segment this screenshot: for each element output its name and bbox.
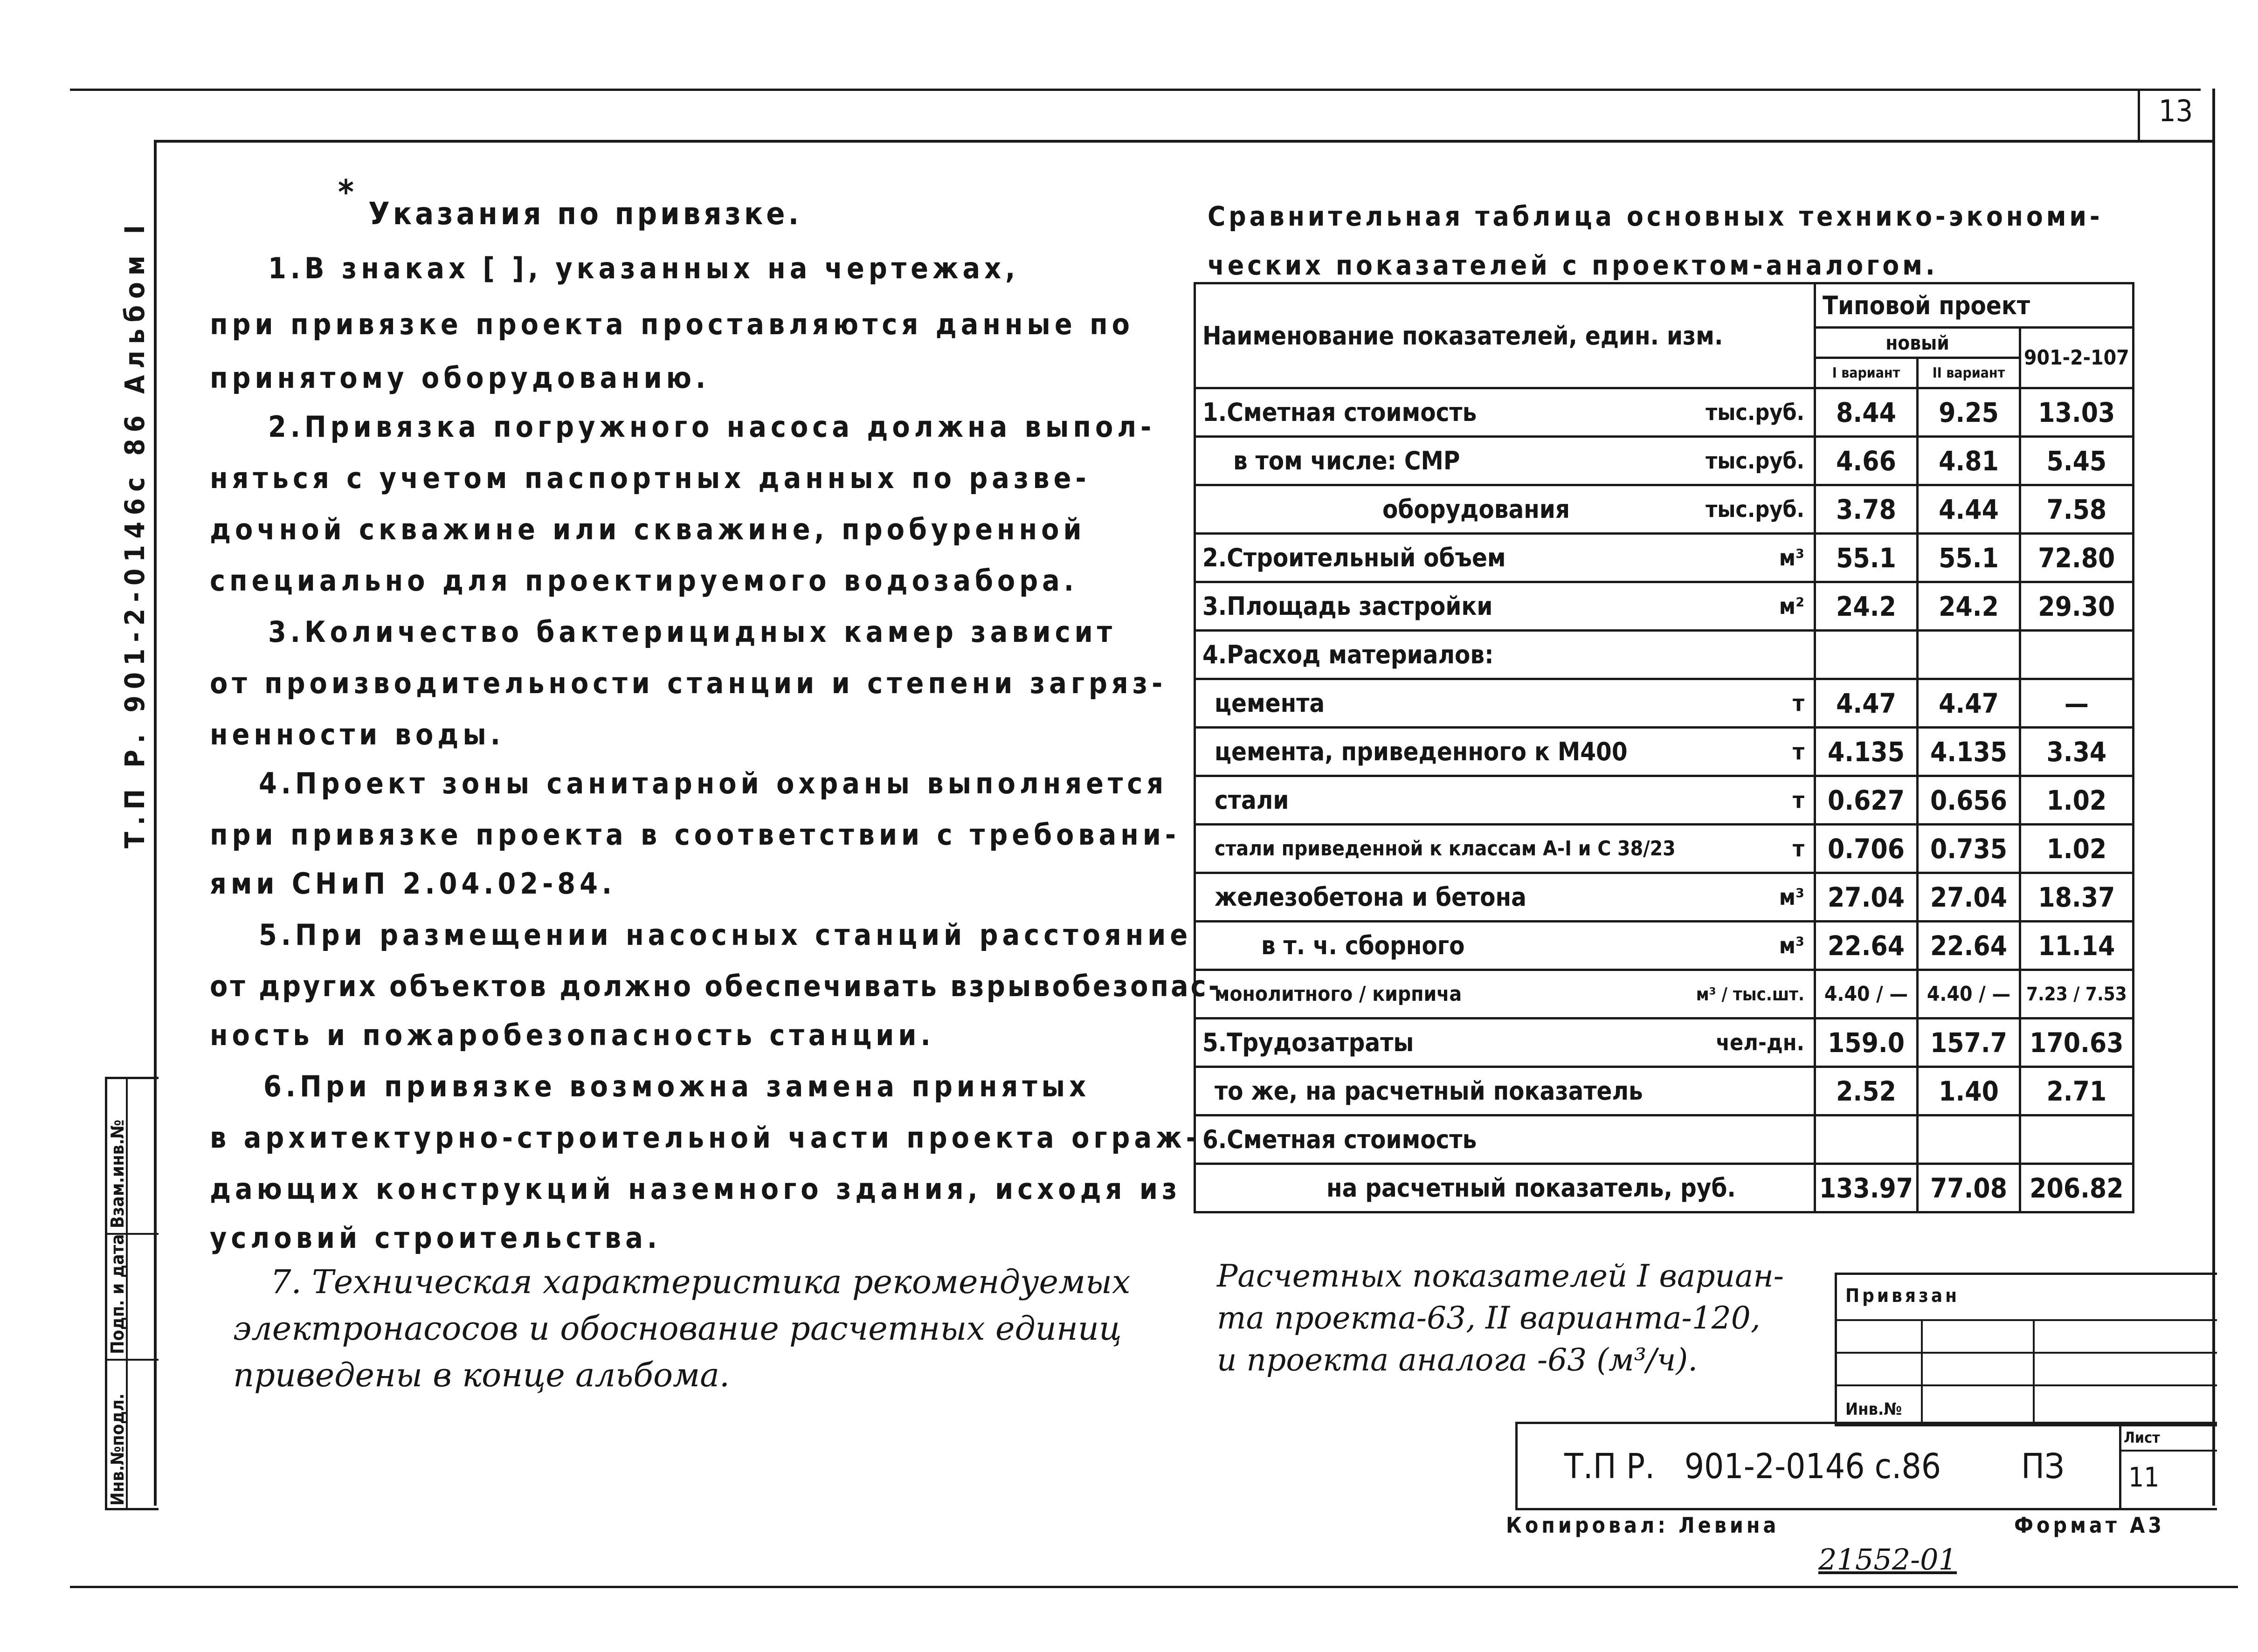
bottom-rule (70, 1586, 2238, 1588)
row-name: железобетона и бетона (1215, 882, 1526, 912)
row-name: цемента, приведенного к М400 (1215, 737, 1628, 766)
header-new: новый (1815, 328, 2020, 358)
note-line: ненности воды. (210, 717, 504, 751)
table-row (1195, 582, 2134, 631)
row-v2 (1918, 631, 2020, 679)
note-line: при привязке проекта в соответствии с требовани- (210, 818, 1181, 852)
sheet-number: 11 (2128, 1461, 2160, 1493)
table-row (1195, 776, 2134, 825)
row-v3 (2020, 1115, 2134, 1164)
privyazan-box (1835, 1273, 2217, 1426)
table-footnote: та проекта-63, II варианта-120, (1217, 1300, 1761, 1336)
table-row (1195, 922, 2134, 970)
row-v1: 24.2 (1815, 582, 1918, 631)
note-line: 6.При привязке возможна замена принятых (263, 1069, 1091, 1103)
row-v3: 7.58 (2020, 485, 2134, 534)
row-v2: 0.735 (1918, 825, 2020, 873)
row-v3: — (2020, 679, 2134, 728)
note-line: принятому оборудованию. (210, 361, 710, 395)
row-name: оборудования (1382, 495, 1570, 524)
row-v3: 29.30 (2020, 582, 2134, 631)
side-code: Т.П Р. 901-2-0146с 86 Альбом I (119, 218, 151, 848)
frame-top (154, 140, 2215, 143)
handwritten-note: электронасосов и обоснование расчетных единиц (233, 1309, 1122, 1348)
top-rule (70, 89, 2201, 91)
row-name: 1.Сметная стоимость (1202, 398, 1477, 427)
side-stamp-inv: Инв.№подл. (107, 1393, 128, 1506)
row-v3: 72.80 (2020, 534, 2134, 582)
row-v1: 159.0 (1815, 1019, 1918, 1067)
note-line: в архитектурно-строительной части проекта ограж- (210, 1121, 1201, 1155)
note-line: 4.Проект зоны санитарной охраны выполняется (259, 766, 1168, 800)
row-v1 (1815, 631, 1918, 679)
table-header-row (1195, 283, 2134, 328)
row-unit: т (1792, 835, 1804, 862)
row-v3: 1.02 (2020, 776, 2134, 825)
row-v1: 4.47 (1815, 679, 1918, 728)
header-name: Наименование показателей, един. изм. (1195, 283, 1815, 388)
note-line: дающих конструкций наземного здания, исходя из (210, 1172, 1181, 1206)
table-row (1195, 679, 2134, 728)
row-v2: 4.40 / — (1918, 970, 2020, 1019)
row-v2: 4.81 (1918, 437, 2020, 485)
row-unit: тыс.руб. (1706, 399, 1804, 426)
title-code: Т.П Р. 901-2-0146 с.86 (1564, 1446, 1941, 1487)
note-line: ями СНиП 2.04.02-84. (210, 867, 616, 901)
row-name: на расчетный показатель, руб. (1326, 1173, 1736, 1203)
row-v2: 27.04 (1918, 873, 2020, 922)
note-line: 2.Привязка погружного насоса должна выпол- (268, 410, 1156, 444)
stamp-number: 21552-01 (1818, 1542, 1957, 1576)
table-footnote: и проекта аналога -63 (м³/ч). (1217, 1342, 1698, 1378)
note-line: 3.Количество бактерицидных камер зависит (268, 615, 1117, 649)
row-v1: 55.1 (1815, 534, 1918, 582)
row-v2: 4.44 (1918, 485, 2020, 534)
row-unit: т (1792, 787, 1804, 813)
row-v2: 4.135 (1918, 728, 2020, 776)
handwritten-note: 7. Техническая характеристика рекомендуемых (270, 1263, 1131, 1301)
row-v3: 5.45 (2020, 437, 2134, 485)
note-line: специально для проектируемого водозабора. (210, 564, 1078, 598)
row-name: 4.Расход материалов: (1202, 640, 1494, 669)
table-row (1195, 825, 2134, 873)
table-row (1195, 970, 2134, 1019)
indicators-table (1194, 282, 2134, 1213)
note-line: от производительности станции и степени загряз- (210, 666, 1167, 700)
row-name: стали (1215, 785, 1289, 815)
row-v3: 18.37 (2020, 873, 2134, 922)
row-name: 2.Строительный объем (1202, 543, 1506, 572)
note-line: дочной скважине или скважине, пробуренной (210, 512, 1086, 546)
note-line: 5.При размещении насосных станций расстояние (259, 918, 1192, 952)
table-row (1195, 1115, 2134, 1164)
row-v1: 3.78 (1815, 485, 1918, 534)
table-row (1195, 873, 2134, 922)
table-row (1195, 534, 2134, 582)
row-v2: 55.1 (1918, 534, 2020, 582)
row-unit: тыс.руб. (1706, 496, 1804, 523)
row-name: монолитного / кирпича (1215, 982, 1462, 1006)
format-label: Формат А3 (2014, 1513, 2165, 1538)
row-v2 (1918, 1115, 2020, 1164)
table-title-line2: ческих показателей с проектом-аналогом. (1208, 249, 1938, 281)
row-v1: 27.04 (1815, 873, 1918, 922)
row-v1: 0.706 (1815, 825, 1918, 873)
row-v3: 3.34 (2020, 728, 2134, 776)
note-line: 1.В знаках [ ], указанных на чертежах, (268, 251, 1020, 285)
page-number: 13 (2159, 94, 2193, 129)
title-block (1515, 1422, 2217, 1510)
note-line: от других объектов должно обеспечивать взрывобезопас- (210, 969, 1222, 1003)
row-unit: т (1792, 690, 1804, 716)
row-name: 5.Трудозатраты (1202, 1028, 1414, 1057)
row-unit: тыс.руб. (1706, 447, 1804, 474)
row-v1: 22.64 (1815, 922, 1918, 970)
row-v2: 4.47 (1918, 679, 2020, 728)
row-unit: т (1792, 738, 1804, 765)
row-name: 6.Сметная стоимость (1202, 1125, 1477, 1154)
table-row (1195, 388, 2134, 437)
note-line: ность и пожаробезопасность станции. (210, 1018, 935, 1052)
note-line: при привязке проекта проставляются данные по (210, 307, 1134, 341)
row-unit: м² (1779, 593, 1804, 620)
row-v3: 7.23 / 7.53 (2020, 970, 2134, 1019)
side-stamp-podp: Подп. и дата (107, 1234, 128, 1354)
row-v1: 4.66 (1815, 437, 1918, 485)
inv-label: Инв.№ (1845, 1400, 1902, 1419)
row-name: стали приведенной к классам А-I и С 38/23 (1215, 837, 1676, 860)
table-row (1195, 1019, 2134, 1067)
table-row (1195, 437, 2134, 485)
row-name: цемента (1215, 688, 1325, 718)
row-v2: 9.25 (1918, 388, 2020, 437)
page-number-box (2138, 89, 2215, 140)
row-unit: м³ / тыс.шт. (1696, 984, 1804, 1005)
side-stamp-vzam: Взам.инв.№ (107, 1119, 128, 1228)
header-v1: I вариант (1815, 358, 1918, 388)
row-name: то же, на расчетный показатель (1215, 1076, 1643, 1106)
row-v2: 22.64 (1918, 922, 2020, 970)
table-row (1195, 1164, 2134, 1212)
table-title-line1: Сравнительная таблица основных технико-экономи- (1208, 200, 2103, 232)
notes-title: Указания по привязке. (368, 196, 802, 232)
row-v1: 4.135 (1815, 728, 1918, 776)
row-v3: 11.14 (2020, 922, 2134, 970)
row-unit: м³ (1779, 932, 1804, 959)
table-row (1195, 728, 2134, 776)
sheet-label: Лист (2124, 1429, 2160, 1446)
row-v2: 1.40 (1918, 1067, 2020, 1115)
privyazan-label: Привязан (1845, 1285, 1960, 1307)
row-v1: 0.627 (1815, 776, 1918, 825)
row-v1: 8.44 (1815, 388, 1918, 437)
notes-asterisk: * (338, 172, 357, 212)
row-name: в том числе: СМР (1233, 446, 1460, 475)
header-group: Типовой проект (1815, 283, 2134, 328)
row-v2: 0.656 (1918, 776, 2020, 825)
table-row (1195, 631, 2134, 679)
table-row (1195, 1067, 2134, 1115)
header-v2: II вариант (1918, 358, 2020, 388)
row-v3: 2.71 (2020, 1067, 2134, 1115)
row-name: 3.Площадь застройки (1202, 592, 1493, 621)
note-line: няться с учетом паспортных данных по разве- (210, 461, 1091, 495)
row-v1: 4.40 / — (1815, 970, 1918, 1019)
row-name: в т. ч. сборного (1261, 931, 1465, 960)
table-footnote: Расчетных показателей I вариан- (1217, 1258, 1784, 1294)
row-v3: 170.63 (2020, 1019, 2134, 1067)
table-row (1195, 485, 2134, 534)
row-v3: 1.02 (2020, 825, 2134, 873)
row-v3 (2020, 631, 2134, 679)
row-unit: м³ (1779, 884, 1804, 910)
row-v2: 157.7 (1918, 1019, 2020, 1067)
row-v3: 206.82 (2020, 1164, 2134, 1212)
side-stamp-box (105, 1077, 159, 1510)
row-v2: 24.2 (1918, 582, 2020, 631)
row-v1 (1815, 1115, 1918, 1164)
header-analog: 901-2-107 (2020, 328, 2134, 388)
handwritten-note: приведены в конце альбома. (233, 1356, 730, 1394)
row-unit: м³ (1779, 544, 1804, 571)
title-section: ПЗ (2021, 1446, 2065, 1487)
row-v1: 133.97 (1815, 1164, 1918, 1212)
copied-by: Копировал: Левина (1506, 1513, 1780, 1538)
note-line: условий строительства. (210, 1221, 662, 1255)
row-v2: 77.08 (1918, 1164, 2020, 1212)
row-unit: чел-дн. (1716, 1029, 1804, 1056)
row-v3: 13.03 (2020, 388, 2134, 437)
row-v1: 2.52 (1815, 1067, 1918, 1115)
